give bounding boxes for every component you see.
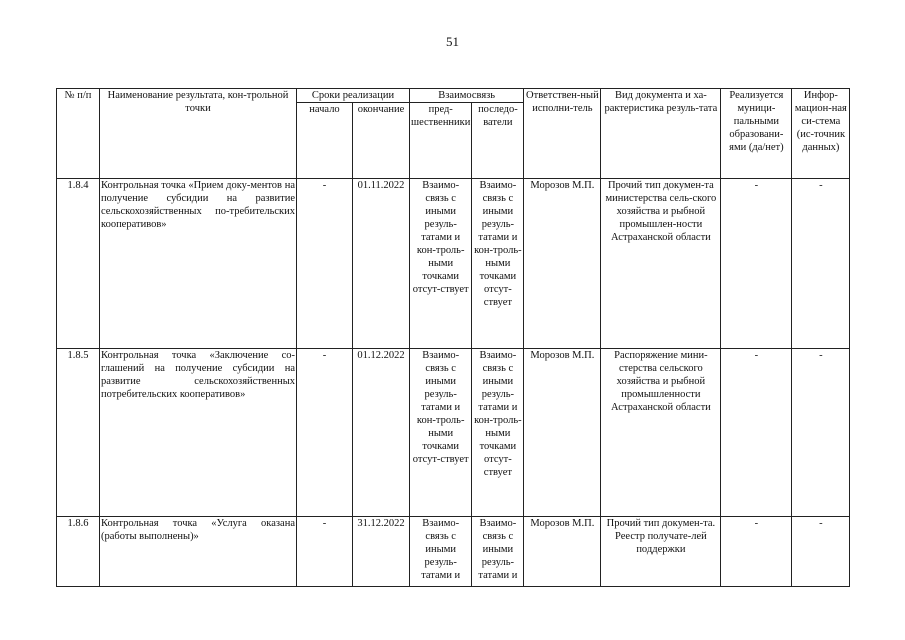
table-row bbox=[57, 517, 850, 587]
row-doc-type: Прочий тип докумен-та министерства сель-ского хозяйства и рыбной промышлен-ности Астраханской области bbox=[601, 179, 721, 349]
header-name: Наименование результата, кон-трольной точки bbox=[100, 89, 297, 179]
row-predecessors: Взаимо-связь с иными резуль-татами и кон-троль-ными точками отсут-ствует bbox=[410, 179, 472, 349]
row-successors: Взаимо-связь с иными резуль-татами и bbox=[472, 517, 524, 587]
row-start: - bbox=[297, 179, 353, 349]
row-end: 01.12.2022 bbox=[353, 349, 410, 517]
row-end: 01.11.2022 bbox=[353, 179, 410, 349]
header-municipal: Реализуется муници-пальными образовани-ями (да/нет) bbox=[721, 89, 792, 179]
header-start: начало bbox=[297, 103, 353, 179]
row-info-system: - bbox=[792, 517, 850, 587]
row-end: 31.12.2022 bbox=[353, 517, 410, 587]
row-municipal: - bbox=[721, 179, 792, 349]
table-row bbox=[57, 179, 850, 349]
header-relation: Взаимосвязь bbox=[410, 89, 524, 103]
header-info-system: Инфор-мацион-ная си-стема (ис-точник данных) bbox=[792, 89, 850, 179]
row-predecessors: Взаимо-связь с иными резуль-татами и кон-троль-ными точками отсут-ствует bbox=[410, 349, 472, 517]
row-municipal: - bbox=[721, 517, 792, 587]
row-predecessors: Взаимо-связь с иными резуль-татами и bbox=[410, 517, 472, 587]
row-start: - bbox=[297, 349, 353, 517]
header-predecessors: пред-шественники bbox=[410, 103, 472, 179]
row-doc-type: Распоряжение мини-стерства сельского хозяйства и рыбной промышленности Астраханской области bbox=[601, 349, 721, 517]
row-name: Контрольная точка «Заключение со-глашений на получение субсидии на развитие сельскохозяйственных потребительских кооперативов» bbox=[100, 349, 297, 517]
row-responsible: Морозов М.П. bbox=[524, 179, 601, 349]
row-name: Контрольная точка «Услуга оказана (работы выполнены)» bbox=[100, 517, 297, 587]
row-responsible: Морозов М.П. bbox=[524, 349, 601, 517]
row-info-system: - bbox=[792, 349, 850, 517]
row-municipal: - bbox=[721, 349, 792, 517]
row-num: 1.8.4 bbox=[57, 179, 100, 349]
row-name: Контрольная точка «Прием доку-ментов на получение субсидии на развитие сельскохозяйственных по-требительских кооперативов» bbox=[100, 179, 297, 349]
header-doc-type: Вид документа и ха-рактеристика резуль-тата bbox=[601, 89, 721, 179]
table-row bbox=[57, 349, 850, 517]
row-responsible: Морозов М.П. bbox=[524, 517, 601, 587]
row-doc-type: Прочий тип докумен-та. Реестр получате-лей поддержки bbox=[601, 517, 721, 587]
row-successors: Взаимо-связь с иными резуль-татами и кон-троль-ными точками отсут-ствует bbox=[472, 179, 524, 349]
header-terms: Сроки реализации bbox=[297, 89, 410, 103]
header-responsible: Ответствен-ный исполни-тель bbox=[524, 89, 601, 179]
header-num: № п/п bbox=[57, 89, 100, 179]
row-start: - bbox=[297, 517, 353, 587]
header-successors: последо-ватели bbox=[472, 103, 524, 179]
control-points-table bbox=[56, 88, 850, 587]
table-header bbox=[57, 89, 850, 179]
row-num: 1.8.5 bbox=[57, 349, 100, 517]
page-number: 51 bbox=[446, 34, 459, 49]
row-num: 1.8.6 bbox=[57, 517, 100, 587]
row-successors: Взаимо-связь с иными резуль-татами и кон-троль-ными точками отсут-ствует bbox=[472, 349, 524, 517]
row-info-system: - bbox=[792, 179, 850, 349]
header-end: окончание bbox=[353, 103, 410, 179]
